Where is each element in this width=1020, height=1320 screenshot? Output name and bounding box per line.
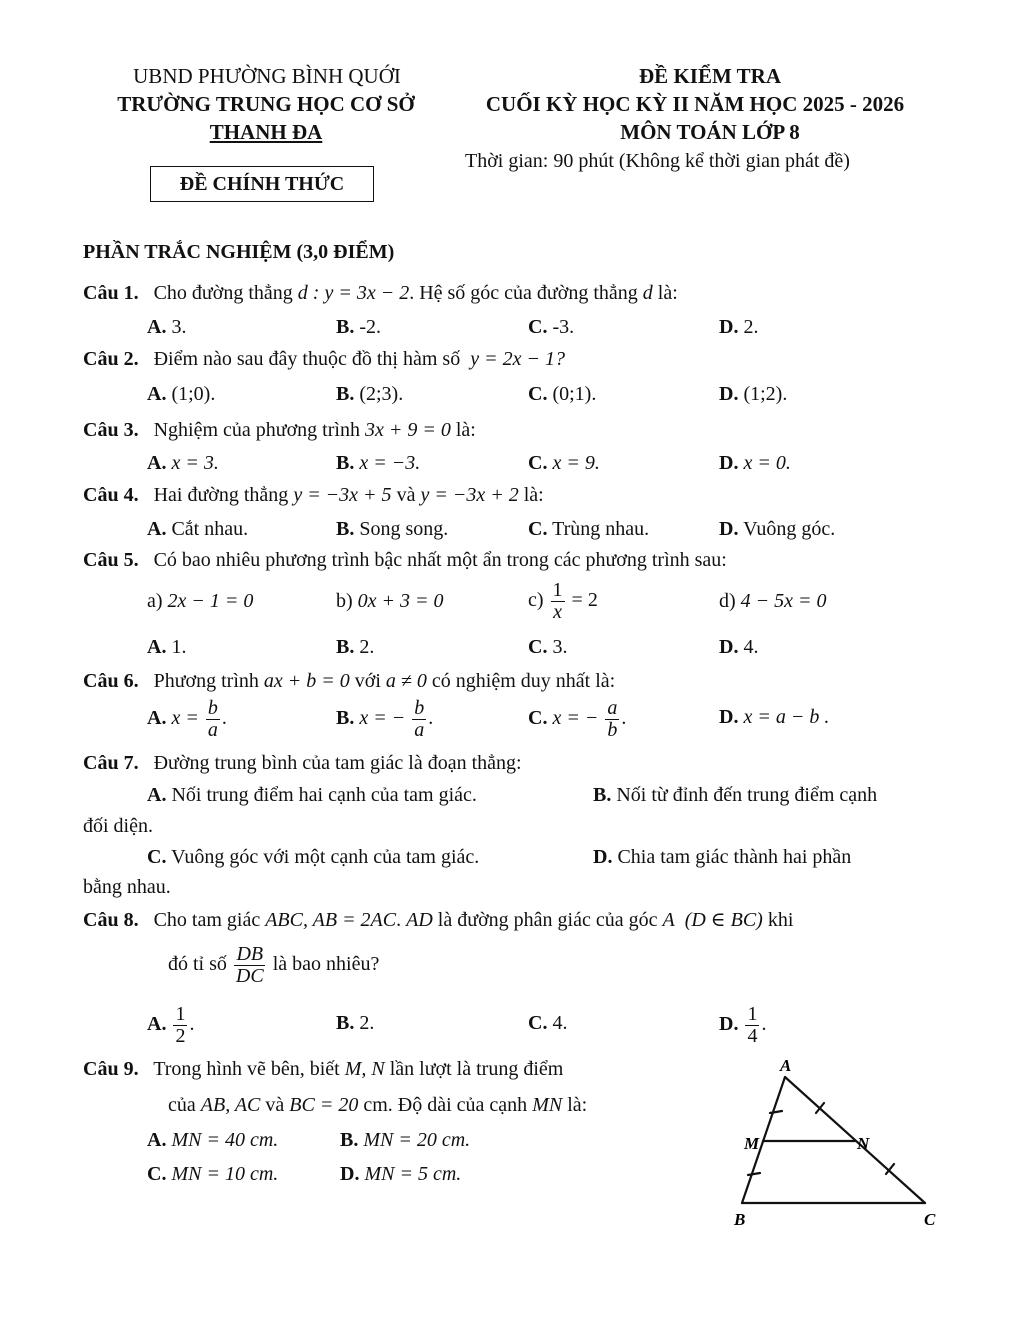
q8-option-b[interactable]: B. 2. (336, 1012, 375, 1034)
q7-option-a[interactable]: A. Nối trung điểm hai cạnh của tam giác. (147, 784, 477, 806)
q5-equation-d: d) 4 − 5x = 0 (719, 590, 827, 612)
question-8-line-2: đó tỉ số $\frac{DB}{DC}$ là bao nhiêu? (168, 943, 380, 987)
official-exam-box: ĐỀ CHÍNH THỨC (150, 166, 374, 202)
q3-option-d[interactable]: D. x = 0. (719, 452, 791, 474)
q9-option-d[interactable]: D. MN = 5 cm. (340, 1163, 462, 1185)
q1-option-a[interactable]: A. 3. (147, 316, 187, 338)
q4-option-a[interactable]: A. Cắt nhau. (147, 518, 249, 540)
q8-option-a[interactable]: A. $\frac{1}{2}$ . (147, 1003, 195, 1047)
exam-term: CUỐI KỲ HỌC KỲ II NĂM HỌC 2025 - 2026 (485, 92, 905, 116)
question-9-line-2: của AB, AC và BC = 20 cm. Độ dài của cạnh MN là: (168, 1094, 588, 1116)
vertex-label-c: C (924, 1210, 936, 1229)
tick-mb (748, 1173, 760, 1175)
q2-option-a[interactable]: A. (1;0). (147, 383, 216, 405)
tick-am (770, 1111, 782, 1113)
q5-equation-c: c) $\frac{1}{x}$ = 2 (528, 579, 598, 623)
q6-option-b[interactable]: B. x = − $\frac{b}{a}$ . (336, 697, 434, 741)
q1-option-d[interactable]: D. 2. (719, 316, 759, 338)
q7-option-d-cont: bằng nhau. (83, 876, 171, 898)
triangle-figure (720, 1055, 950, 1240)
q2-option-b[interactable]: B. (2;3). (336, 383, 404, 405)
vertex-label-a: A (780, 1056, 792, 1075)
question-6: Câu 6. Phương trình ax + b = 0 với a ≠ 0 có nghiệm duy nhất là: (83, 670, 616, 692)
point-label-m: M (744, 1134, 760, 1153)
ward-name: UBND PHƯỜNG BÌNH QUỚI (133, 64, 401, 88)
q6-option-c[interactable]: C. x = − $\frac{a}{b}$ . (528, 697, 627, 741)
exam-duration: Thời gian: 90 phút (Không kể thời gian phát đề) (465, 150, 850, 172)
q5-option-b[interactable]: B. 2. (336, 636, 375, 658)
exam-subject: MÔN TOÁN LỚP 8 (620, 120, 800, 144)
question-3: Câu 3. Nghiệm của phương trình 3x + 9 = 0 là: (83, 419, 476, 441)
q2-option-d[interactable]: D. (1;2). (719, 383, 788, 405)
question-label: Câu 1. (83, 282, 139, 304)
q5-option-d[interactable]: D. 4. (719, 636, 759, 658)
q5-option-c[interactable]: C. 3. (528, 636, 568, 658)
q9-option-a[interactable]: A. MN = 40 cm. (147, 1129, 279, 1151)
q8-option-c[interactable]: C. 4. (528, 1012, 568, 1034)
question-2: Câu 2. Điểm nào sau đây thuộc đồ thị hàm số y = 2x − 1? (83, 348, 565, 370)
q2-option-c[interactable]: C. (0;1). (528, 383, 597, 405)
q9-option-c[interactable]: C. MN = 10 cm. (147, 1163, 279, 1185)
q9-option-b[interactable]: B. MN = 20 cm. (340, 1129, 471, 1151)
q7-option-d[interactable]: D. Chia tam giác thành hai phần (593, 846, 852, 868)
exam-title: ĐỀ KIỂM TRA (639, 64, 781, 88)
section-title: PHẦN TRẮC NGHIỆM (3,0 ĐIỂM) (83, 241, 395, 263)
q6-option-a[interactable]: A. x = $\frac{b}{a}$ . (147, 697, 227, 741)
q5-option-a[interactable]: A. 1. (147, 636, 187, 658)
school-name: TRƯỜNG TRUNG HỌC CƠ SỞ (117, 92, 415, 116)
question-8: Câu 8. Cho tam giác ABC, AB = 2AC. AD là đường phân giác của góc A (D ∈ BC) khi (83, 909, 794, 931)
q5-equation-a: a) 2x − 1 = 0 (147, 590, 254, 612)
question-5: Câu 5. Có bao nhiêu phương trình bậc nhất một ẩn trong các phương trình sau: (83, 549, 727, 571)
q3-option-a[interactable]: A. x = 3. (147, 452, 219, 474)
q7-option-b-cont: đối diện. (83, 815, 153, 837)
q4-option-b[interactable]: B. Song song. (336, 518, 449, 540)
point-label-n: N (857, 1134, 870, 1153)
q5-equation-b: b) 0x + 3 = 0 (336, 590, 444, 612)
q4-option-d[interactable]: D. Vuông góc. (719, 518, 836, 540)
q1-option-c[interactable]: C. -3. (528, 316, 575, 338)
vertex-label-b: B (734, 1210, 746, 1229)
q4-option-c[interactable]: C. Trùng nhau. (528, 518, 650, 540)
q7-option-c[interactable]: C. Vuông góc với một cạnh của tam giác. (147, 846, 480, 868)
question-9: Câu 9. Trong hình vẽ bên, biết M, N lần lượt là trung điểm (83, 1058, 564, 1080)
question-1: Câu 1. Cho đường thẳng d : y = 3x − 2. Hệ số góc của đường thẳng d là: (83, 282, 678, 304)
q7-option-b[interactable]: B. Nối từ đỉnh đến trung điểm cạnh (593, 784, 878, 806)
q3-option-c[interactable]: C. x = 9. (528, 452, 600, 474)
q3-option-b[interactable]: B. x = −3. (336, 452, 421, 474)
school-name-2: THANH ĐA (209, 120, 323, 144)
question-4: Câu 4. Hai đường thẳng y = −3x + 5 và y = −3x + 2 là: (83, 484, 544, 506)
question-7: Câu 7. Đường trung bình của tam giác là đoạn thẳng: (83, 752, 522, 774)
q8-option-d[interactable]: D. $\frac{1}{4}$ . (719, 1003, 767, 1047)
q6-option-d[interactable]: D. x = a − b . (719, 706, 830, 728)
q1-option-b[interactable]: B. -2. (336, 316, 382, 338)
